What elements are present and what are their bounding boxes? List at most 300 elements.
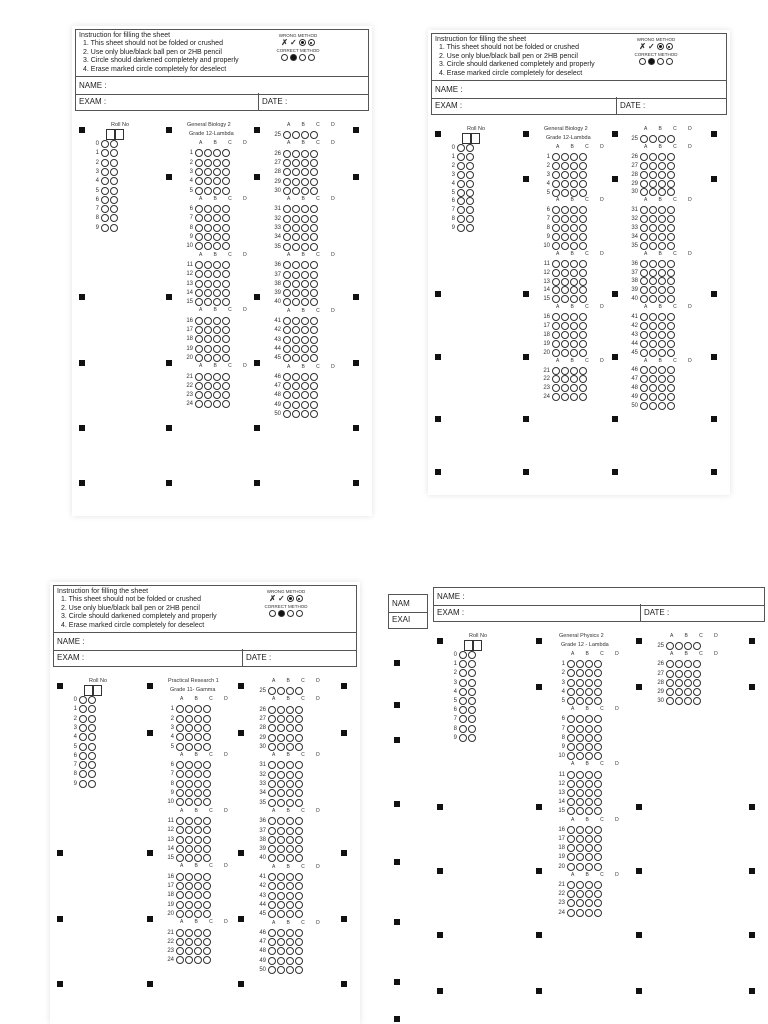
answer-bubble[interactable] [204, 391, 212, 399]
answer-bubble[interactable] [658, 162, 666, 170]
answer-bubble[interactable] [579, 189, 587, 197]
answer-bubble[interactable] [277, 947, 285, 955]
answer-bubble[interactable] [667, 188, 675, 196]
answer-bubble[interactable] [658, 260, 666, 268]
answer-bubble[interactable] [295, 715, 303, 723]
answer-bubble[interactable] [203, 947, 211, 955]
answer-bubble[interactable] [468, 725, 476, 733]
answer-bubble[interactable] [567, 853, 575, 861]
answer-bubble[interactable] [222, 261, 230, 269]
answer-bubble[interactable] [649, 366, 657, 374]
answer-bubble[interactable] [286, 706, 294, 714]
answer-bubble[interactable] [195, 354, 203, 362]
answer-bubble[interactable] [561, 162, 569, 170]
answer-bubble[interactable] [567, 725, 575, 733]
answer-bubble[interactable] [649, 384, 657, 392]
answer-bubble[interactable] [459, 725, 467, 733]
answer-bubble[interactable] [649, 206, 657, 214]
answer-bubble[interactable] [570, 269, 578, 277]
answer-bubble[interactable] [222, 317, 230, 325]
answer-bubble[interactable] [283, 233, 291, 241]
exam-field[interactable] [431, 97, 727, 115]
answer-bubble[interactable] [295, 780, 303, 788]
answer-bubble[interactable] [213, 159, 221, 167]
answer-bubble[interactable] [667, 322, 675, 330]
answer-bubble[interactable] [194, 715, 202, 723]
answer-bubble[interactable] [310, 215, 318, 223]
answer-bubble[interactable] [185, 956, 193, 964]
answer-bubble[interactable] [176, 798, 184, 806]
answer-bubble[interactable] [203, 938, 211, 946]
answer-bubble[interactable] [658, 153, 666, 161]
answer-bubble[interactable] [286, 845, 294, 853]
answer-bubble[interactable] [286, 789, 294, 797]
answer-bubble[interactable] [570, 215, 578, 223]
answer-bubble[interactable] [286, 910, 294, 918]
answer-bubble[interactable] [561, 313, 569, 321]
answer-bubble[interactable] [658, 393, 666, 401]
answer-bubble[interactable] [277, 901, 285, 909]
answer-bubble[interactable] [176, 938, 184, 946]
answer-bubble[interactable] [79, 724, 87, 732]
answer-bubble[interactable] [222, 149, 230, 157]
answer-bubble[interactable] [79, 715, 87, 723]
answer-bubble[interactable] [79, 733, 87, 741]
answer-bubble[interactable] [552, 393, 560, 401]
answer-bubble[interactable] [295, 947, 303, 955]
answer-bubble[interactable] [561, 375, 569, 383]
answer-bubble[interactable] [552, 384, 560, 392]
answer-bubble[interactable] [203, 798, 211, 806]
answer-bubble[interactable] [295, 789, 303, 797]
answer-bubble[interactable] [666, 642, 674, 650]
answer-bubble[interactable] [567, 909, 575, 917]
answer-bubble[interactable] [649, 322, 657, 330]
answer-bubble[interactable] [194, 882, 202, 890]
answer-bubble[interactable] [576, 909, 584, 917]
answer-bubble[interactable] [283, 261, 291, 269]
answer-bubble[interactable] [658, 402, 666, 410]
answer-bubble[interactable] [579, 286, 587, 294]
answer-bubble[interactable] [310, 391, 318, 399]
answer-bubble[interactable] [176, 929, 184, 937]
answer-bubble[interactable] [110, 177, 118, 185]
answer-bubble[interactable] [295, 724, 303, 732]
answer-bubble[interactable] [286, 715, 294, 723]
answer-bubble[interactable] [203, 780, 211, 788]
answer-bubble[interactable] [561, 180, 569, 188]
answer-bubble[interactable] [204, 354, 212, 362]
answer-bubble[interactable] [561, 393, 569, 401]
answer-bubble[interactable] [567, 669, 575, 677]
answer-bubble[interactable] [286, 827, 294, 835]
answer-bubble[interactable] [658, 188, 666, 196]
answer-bubble[interactable] [594, 789, 602, 797]
answer-bubble[interactable] [295, 892, 303, 900]
answer-bubble[interactable] [222, 289, 230, 297]
answer-bubble[interactable] [110, 140, 118, 148]
answer-bubble[interactable] [570, 162, 578, 170]
answer-bubble[interactable] [277, 836, 285, 844]
answer-bubble[interactable] [459, 669, 467, 677]
answer-bubble[interactable] [667, 277, 675, 285]
answer-bubble[interactable] [684, 688, 692, 696]
answer-bubble[interactable] [579, 384, 587, 392]
answer-bubble[interactable] [195, 242, 203, 250]
answer-bubble[interactable] [268, 715, 276, 723]
answer-bubble[interactable] [640, 384, 648, 392]
answer-bubble[interactable] [88, 743, 96, 751]
answer-bubble[interactable] [594, 807, 602, 815]
answer-bubble[interactable] [585, 743, 593, 751]
answer-bubble[interactable] [667, 135, 675, 143]
answer-bubble[interactable] [213, 326, 221, 334]
answer-bubble[interactable] [649, 180, 657, 188]
answer-bubble[interactable] [222, 400, 230, 408]
answer-bubble[interactable] [222, 214, 230, 222]
answer-bubble[interactable] [658, 286, 666, 294]
answer-bubble[interactable] [649, 331, 657, 339]
answer-bubble[interactable] [283, 150, 291, 158]
answer-bubble[interactable] [292, 168, 300, 176]
answer-bubble[interactable] [552, 278, 560, 286]
answer-bubble[interactable] [195, 187, 203, 195]
answer-bubble[interactable] [204, 280, 212, 288]
answer-bubble[interactable] [301, 326, 309, 334]
answer-bubble[interactable] [466, 215, 474, 223]
answer-bubble[interactable] [176, 956, 184, 964]
answer-bubble[interactable] [301, 298, 309, 306]
answer-bubble[interactable] [457, 171, 465, 179]
answer-bubble[interactable] [576, 780, 584, 788]
answer-bubble[interactable] [667, 242, 675, 250]
answer-bubble[interactable] [295, 743, 303, 751]
answer-bubble[interactable] [640, 224, 648, 232]
answer-bubble[interactable] [176, 845, 184, 853]
answer-bubble[interactable] [176, 882, 184, 890]
answer-bubble[interactable] [561, 242, 569, 250]
answer-bubble[interactable] [268, 827, 276, 835]
answer-bubble[interactable] [567, 899, 575, 907]
answer-bubble[interactable] [283, 382, 291, 390]
answer-bubble[interactable] [79, 761, 87, 769]
answer-bubble[interactable] [195, 317, 203, 325]
answer-bubble[interactable] [457, 180, 465, 188]
answer-bubble[interactable] [283, 401, 291, 409]
answer-bubble[interactable] [567, 660, 575, 668]
answer-bubble[interactable] [195, 335, 203, 343]
answer-bubble[interactable] [667, 331, 675, 339]
answer-bubble[interactable] [295, 761, 303, 769]
answer-bubble[interactable] [570, 331, 578, 339]
answer-bubble[interactable] [561, 286, 569, 294]
answer-bubble[interactable] [310, 233, 318, 241]
answer-bubble[interactable] [567, 798, 575, 806]
answer-bubble[interactable] [204, 214, 212, 222]
answer-bubble[interactable] [203, 873, 211, 881]
answer-bubble[interactable] [204, 400, 212, 408]
answer-bubble[interactable] [185, 743, 193, 751]
answer-bubble[interactable] [567, 807, 575, 815]
answer-bubble[interactable] [594, 725, 602, 733]
answer-bubble[interactable] [649, 242, 657, 250]
answer-bubble[interactable] [292, 289, 300, 297]
answer-bubble[interactable] [176, 873, 184, 881]
answer-bubble[interactable] [570, 393, 578, 401]
answer-bubble[interactable] [286, 947, 294, 955]
answer-bubble[interactable] [579, 260, 587, 268]
answer-bubble[interactable] [222, 177, 230, 185]
answer-bubble[interactable] [185, 873, 193, 881]
answer-bubble[interactable] [585, 780, 593, 788]
answer-bubble[interactable] [295, 957, 303, 965]
answer-bubble[interactable] [176, 947, 184, 955]
answer-bubble[interactable] [277, 799, 285, 807]
answer-bubble[interactable] [310, 224, 318, 232]
answer-bubble[interactable] [283, 205, 291, 213]
answer-bubble[interactable] [88, 761, 96, 769]
answer-bubble[interactable] [110, 196, 118, 204]
answer-bubble[interactable] [195, 280, 203, 288]
exam-field[interactable] [75, 93, 369, 111]
answer-bubble[interactable] [640, 206, 648, 214]
answer-bubble[interactable] [594, 697, 602, 705]
answer-bubble[interactable] [222, 168, 230, 176]
answer-bubble[interactable] [552, 260, 560, 268]
answer-bubble[interactable] [649, 349, 657, 357]
answer-bubble[interactable] [594, 798, 602, 806]
answer-bubble[interactable] [667, 215, 675, 223]
answer-bubble[interactable] [194, 901, 202, 909]
answer-bubble[interactable] [185, 938, 193, 946]
answer-bubble[interactable] [277, 873, 285, 881]
answer-bubble[interactable] [561, 367, 569, 375]
answer-bubble[interactable] [283, 280, 291, 288]
answer-bubble[interactable] [301, 280, 309, 288]
answer-bubble[interactable] [552, 340, 560, 348]
answer-bubble[interactable] [579, 322, 587, 330]
answer-bubble[interactable] [675, 688, 683, 696]
answer-bubble[interactable] [194, 854, 202, 862]
answer-bubble[interactable] [213, 382, 221, 390]
answer-bubble[interactable] [552, 189, 560, 197]
answer-bubble[interactable] [194, 780, 202, 788]
answer-bubble[interactable] [283, 178, 291, 186]
answer-bubble[interactable] [277, 892, 285, 900]
answer-bubble[interactable] [594, 734, 602, 742]
answer-bubble[interactable] [101, 177, 109, 185]
answer-bubble[interactable] [579, 233, 587, 241]
answer-bubble[interactable] [292, 317, 300, 325]
answer-bubble[interactable] [176, 715, 184, 723]
answer-bubble[interactable] [194, 761, 202, 769]
answer-bubble[interactable] [570, 278, 578, 286]
answer-bubble[interactable] [295, 910, 303, 918]
answer-bubble[interactable] [649, 269, 657, 277]
answer-bubble[interactable] [457, 144, 465, 152]
answer-bubble[interactable] [213, 335, 221, 343]
answer-bubble[interactable] [286, 966, 294, 974]
answer-bubble[interactable] [585, 725, 593, 733]
answer-bubble[interactable] [79, 752, 87, 760]
answer-bubble[interactable] [667, 393, 675, 401]
answer-bubble[interactable] [459, 715, 467, 723]
answer-bubble[interactable] [203, 891, 211, 899]
answer-bubble[interactable] [292, 215, 300, 223]
answer-bubble[interactable] [283, 373, 291, 381]
answer-bubble[interactable] [286, 957, 294, 965]
answer-bubble[interactable] [301, 401, 309, 409]
answer-bubble[interactable] [552, 375, 560, 383]
answer-bubble[interactable] [640, 180, 648, 188]
answer-bubble[interactable] [561, 171, 569, 179]
answer-bubble[interactable] [585, 863, 593, 871]
answer-bubble[interactable] [561, 233, 569, 241]
answer-bubble[interactable] [204, 149, 212, 157]
answer-bubble[interactable] [667, 384, 675, 392]
answer-bubble[interactable] [579, 340, 587, 348]
answer-bubble[interactable] [576, 807, 584, 815]
answer-bubble[interactable] [283, 243, 291, 251]
answer-bubble[interactable] [79, 696, 87, 704]
answer-bubble[interactable] [466, 162, 474, 170]
answer-bubble[interactable] [213, 270, 221, 278]
answer-bubble[interactable] [561, 278, 569, 286]
answer-bubble[interactable] [88, 724, 96, 732]
answer-bubble[interactable] [286, 771, 294, 779]
answer-bubble[interactable] [552, 171, 560, 179]
answer-bubble[interactable] [459, 734, 467, 742]
answer-bubble[interactable] [468, 660, 476, 668]
answer-bubble[interactable] [88, 780, 96, 788]
answer-bubble[interactable] [286, 929, 294, 937]
answer-bubble[interactable] [561, 215, 569, 223]
answer-bubble[interactable] [277, 882, 285, 890]
answer-bubble[interactable] [203, 901, 211, 909]
answer-bubble[interactable] [594, 863, 602, 871]
answer-bubble[interactable] [292, 205, 300, 213]
answer-bubble[interactable] [194, 798, 202, 806]
answer-bubble[interactable] [277, 743, 285, 751]
answer-bubble[interactable] [310, 150, 318, 158]
answer-bubble[interactable] [570, 367, 578, 375]
answer-bubble[interactable] [667, 171, 675, 179]
answer-bubble[interactable] [110, 187, 118, 195]
answer-bubble[interactable] [204, 233, 212, 241]
answer-bubble[interactable] [567, 890, 575, 898]
answer-bubble[interactable] [576, 660, 584, 668]
answer-bubble[interactable] [213, 345, 221, 353]
answer-bubble[interactable] [185, 780, 193, 788]
answer-bubble[interactable] [667, 180, 675, 188]
answer-bubble[interactable] [213, 214, 221, 222]
answer-bubble[interactable] [552, 162, 560, 170]
answer-bubble[interactable] [649, 340, 657, 348]
answer-bubble[interactable] [658, 322, 666, 330]
answer-bubble[interactable] [310, 261, 318, 269]
answer-bubble[interactable] [292, 243, 300, 251]
answer-bubble[interactable] [195, 205, 203, 213]
answer-bubble[interactable] [468, 697, 476, 705]
answer-bubble[interactable] [570, 171, 578, 179]
answer-bubble[interactable] [561, 189, 569, 197]
answer-bubble[interactable] [459, 706, 467, 714]
answer-bubble[interactable] [88, 752, 96, 760]
answer-bubble[interactable] [185, 724, 193, 732]
answer-bubble[interactable] [658, 233, 666, 241]
answer-bubble[interactable] [286, 892, 294, 900]
answer-bubble[interactable] [295, 854, 303, 862]
answer-bubble[interactable] [594, 679, 602, 687]
answer-bubble[interactable] [176, 780, 184, 788]
answer-bubble[interactable] [658, 206, 666, 214]
answer-bubble[interactable] [579, 278, 587, 286]
answer-bubble[interactable] [295, 929, 303, 937]
answer-bubble[interactable] [176, 910, 184, 918]
answer-bubble[interactable] [176, 705, 184, 713]
answer-bubble[interactable] [640, 340, 648, 348]
answer-bubble[interactable] [457, 197, 465, 205]
answer-bubble[interactable] [649, 215, 657, 223]
answer-bubble[interactable] [579, 349, 587, 357]
answer-bubble[interactable] [268, 929, 276, 937]
answer-bubble[interactable] [570, 322, 578, 330]
answer-bubble[interactable] [277, 827, 285, 835]
answer-bubble[interactable] [640, 242, 648, 250]
answer-bubble[interactable] [222, 391, 230, 399]
answer-bubble[interactable] [204, 177, 212, 185]
answer-bubble[interactable] [277, 724, 285, 732]
answer-bubble[interactable] [283, 354, 291, 362]
answer-bubble[interactable] [684, 670, 692, 678]
answer-bubble[interactable] [301, 410, 309, 418]
answer-bubble[interactable] [675, 670, 683, 678]
answer-bubble[interactable] [268, 687, 276, 695]
answer-bubble[interactable] [576, 835, 584, 843]
answer-bubble[interactable] [194, 724, 202, 732]
answer-bubble[interactable] [286, 761, 294, 769]
answer-bubble[interactable] [277, 966, 285, 974]
answer-bubble[interactable] [640, 269, 648, 277]
answer-bubble[interactable] [292, 178, 300, 186]
answer-bubble[interactable] [658, 384, 666, 392]
answer-bubble[interactable] [213, 205, 221, 213]
answer-bubble[interactable] [101, 168, 109, 176]
roll-number-boxes[interactable] [84, 685, 102, 696]
answer-bubble[interactable] [79, 743, 87, 751]
answer-bubble[interactable] [640, 393, 648, 401]
answer-bubble[interactable] [283, 326, 291, 334]
answer-bubble[interactable] [283, 289, 291, 297]
answer-bubble[interactable] [552, 206, 560, 214]
answer-bubble[interactable] [666, 660, 674, 668]
answer-bubble[interactable] [268, 873, 276, 881]
answer-bubble[interactable] [301, 336, 309, 344]
answer-bubble[interactable] [88, 696, 96, 704]
answer-bubble[interactable] [268, 947, 276, 955]
answer-bubble[interactable] [658, 180, 666, 188]
answer-bubble[interactable] [286, 882, 294, 890]
answer-bubble[interactable] [268, 901, 276, 909]
answer-bubble[interactable] [310, 271, 318, 279]
answer-bubble[interactable] [204, 382, 212, 390]
answer-bubble[interactable] [570, 295, 578, 303]
answer-bubble[interactable] [204, 242, 212, 250]
answer-bubble[interactable] [295, 734, 303, 742]
answer-bubble[interactable] [457, 215, 465, 223]
answer-bubble[interactable] [468, 734, 476, 742]
answer-bubble[interactable] [457, 189, 465, 197]
